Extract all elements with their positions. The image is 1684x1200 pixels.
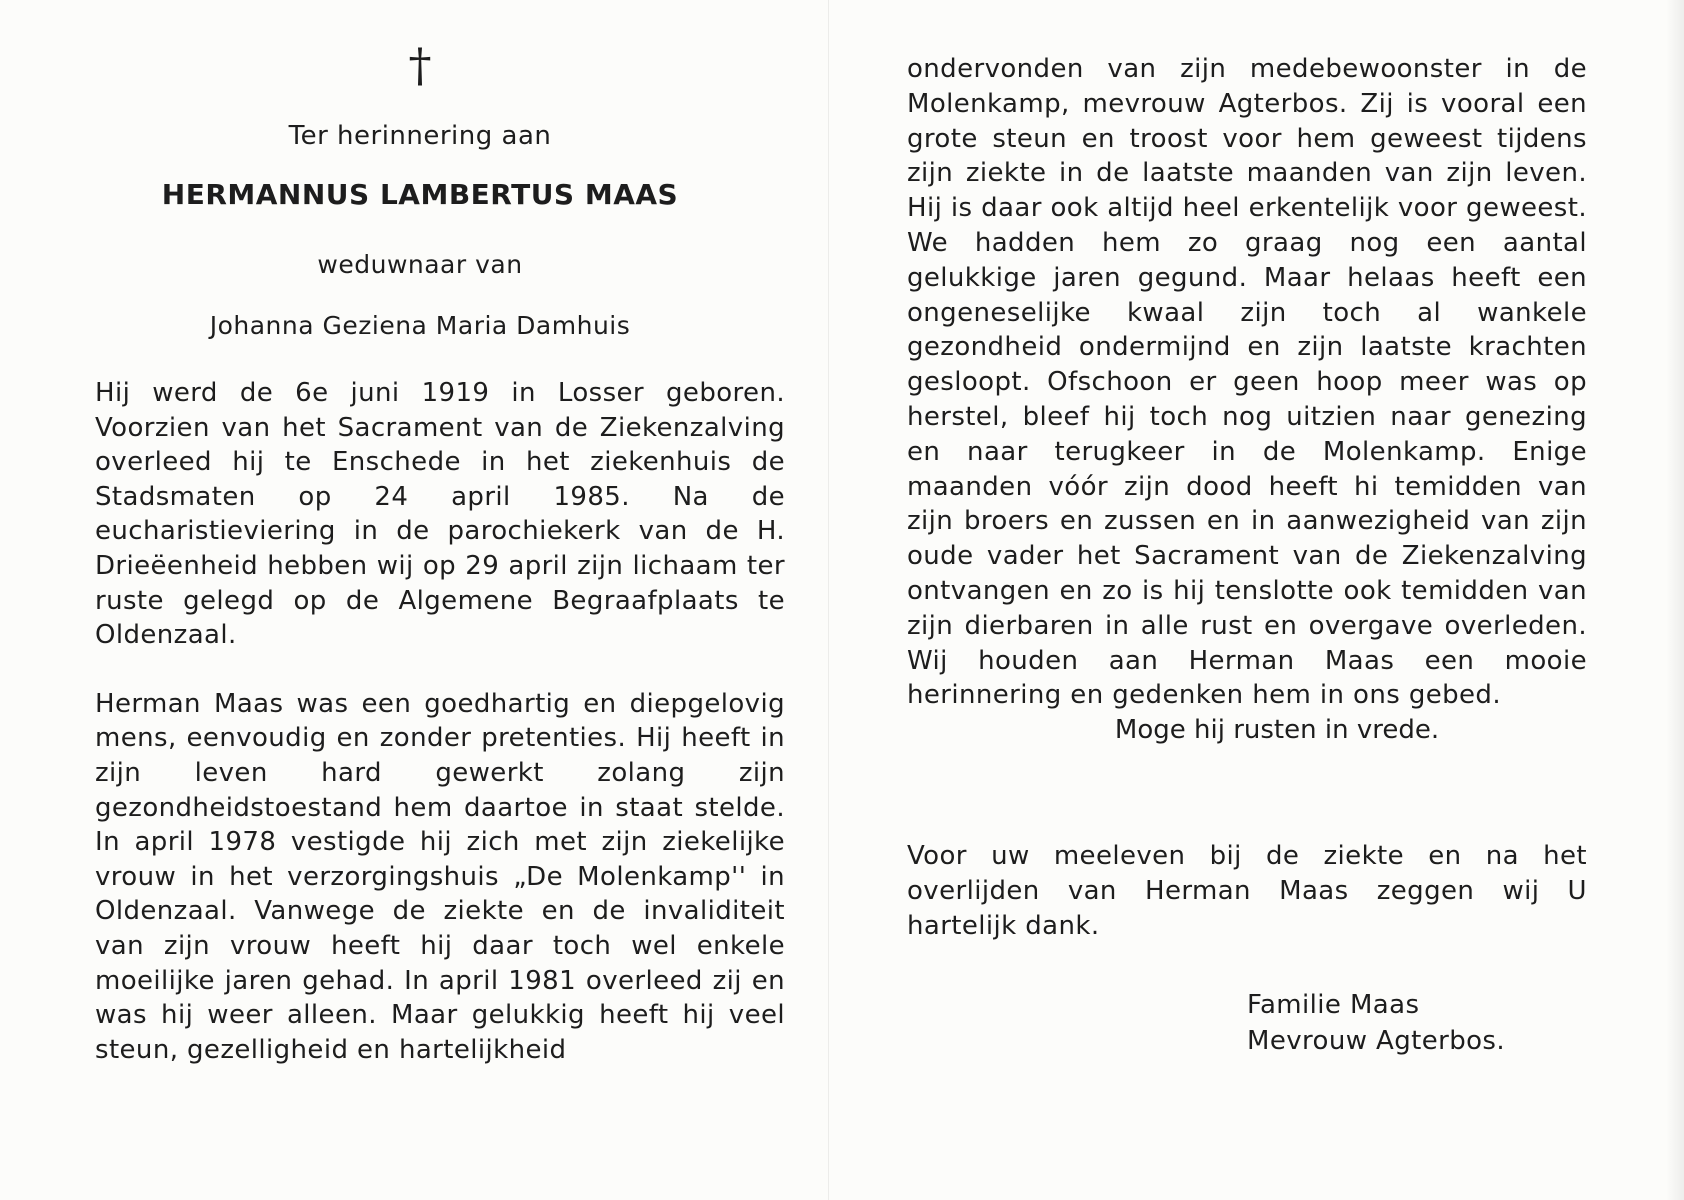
biography-paragraph: Hij werd de 6e juni 1919 in Losser geboren. Voorzien van het Sacrament van de Ziekenzalving overleed hij te Enschede in het ziekenhuis de Stadsmaten op 24 april 1985. Na de eucharistieviering in de parochiekerk van de H. Drieëenheid hebben wij op 29 april zijn lichaam ter ruste gelegd op de Algemene Begraafplaats te Oldenzaal. — [95, 378, 785, 651]
relation-line: weduwnaar van — [317, 250, 523, 279]
deceased-name: HERMANNUS LAMBERTUS MAAS — [161, 178, 679, 211]
thanks-paragraph: Voor uw meeleven bij de ziekte en na het overlijden van Herman Maas zeggen wij U hartelijk dank. — [907, 841, 1587, 941]
card-fold-line — [828, 0, 829, 1200]
left-page — [95, 40, 785, 1067]
signature-block — [907, 987, 1587, 1059]
intro-line: Ter herinnering aan — [288, 121, 552, 151]
spouse-name: Johanna Geziena Maria Damhuis — [209, 311, 631, 340]
character-paragraph: Herman Maas was een goedhartig en diepgelovig mens, eenvoudig en zonder pretenties. Hij heeft in zijn leven hard gewerkt zolang zijn gezondheidstoestand hem daartoe in staat stelde. In april 1978 vestigde hij zich met zijn ziekelijke vrouw in het verzorgingshuis „De Molenkamp'' in Oldenzaal. Vanwege de ziekte en de invaliditeit van zijn vrouw heeft hij daar toch wel enkele moeilijke jaren gehad. In april 1981 overleed zij en was hij weer alleen. Maar gelukkig heeft hij veel steun, gezelligheid en hartelijkheid — [95, 688, 785, 1065]
right-page — [907, 52, 1587, 1059]
signature-agterbos: Mevrouw Agterbos. — [1247, 1025, 1506, 1056]
signature-family: Familie Maas — [1247, 989, 1420, 1020]
closing-prayer: Moge hij rusten in vrede. — [1114, 715, 1440, 746]
continuation-paragraph: ondervonden van zijn medebewoonster in de Molenkamp, mevrouw Agterbos. Zij is vooral een grote steun en troost voor hem geweest tijdens zijn ziekte in de laatste maanden van zijn leven. Hij is daar ook altijd heel erkentelijk voor geweest. We hadden hem zo graag nog een aantal gelukkige jaren gegund. Maar helaas heeft een ongeneselijke kwaal zijn toch al wankele gezondheid ondermijnd en zijn laatste krachten gesloopt. Ofschoon er geen hoop meer was op herstel, bleef hij toch nog uitzien naar genezing en naar terugkeer in de Molenkamp. Enige maanden vóór zijn dood heeft hi temidden van zijn broers en zussen en in aanwezigheid van zijn oude vader het Sacrament van de Ziekenzalving ontvangen en zo is hij tenslotte ook temidden van zijn dierbaren in alle rust en overgave overleden. Wij houden aan Herman Maas een mooie herinnering en gedenken hem in ons gebed. — [907, 54, 1587, 711]
cross-icon: † — [408, 38, 432, 92]
card-edge-shadow — [1666, 0, 1684, 1200]
